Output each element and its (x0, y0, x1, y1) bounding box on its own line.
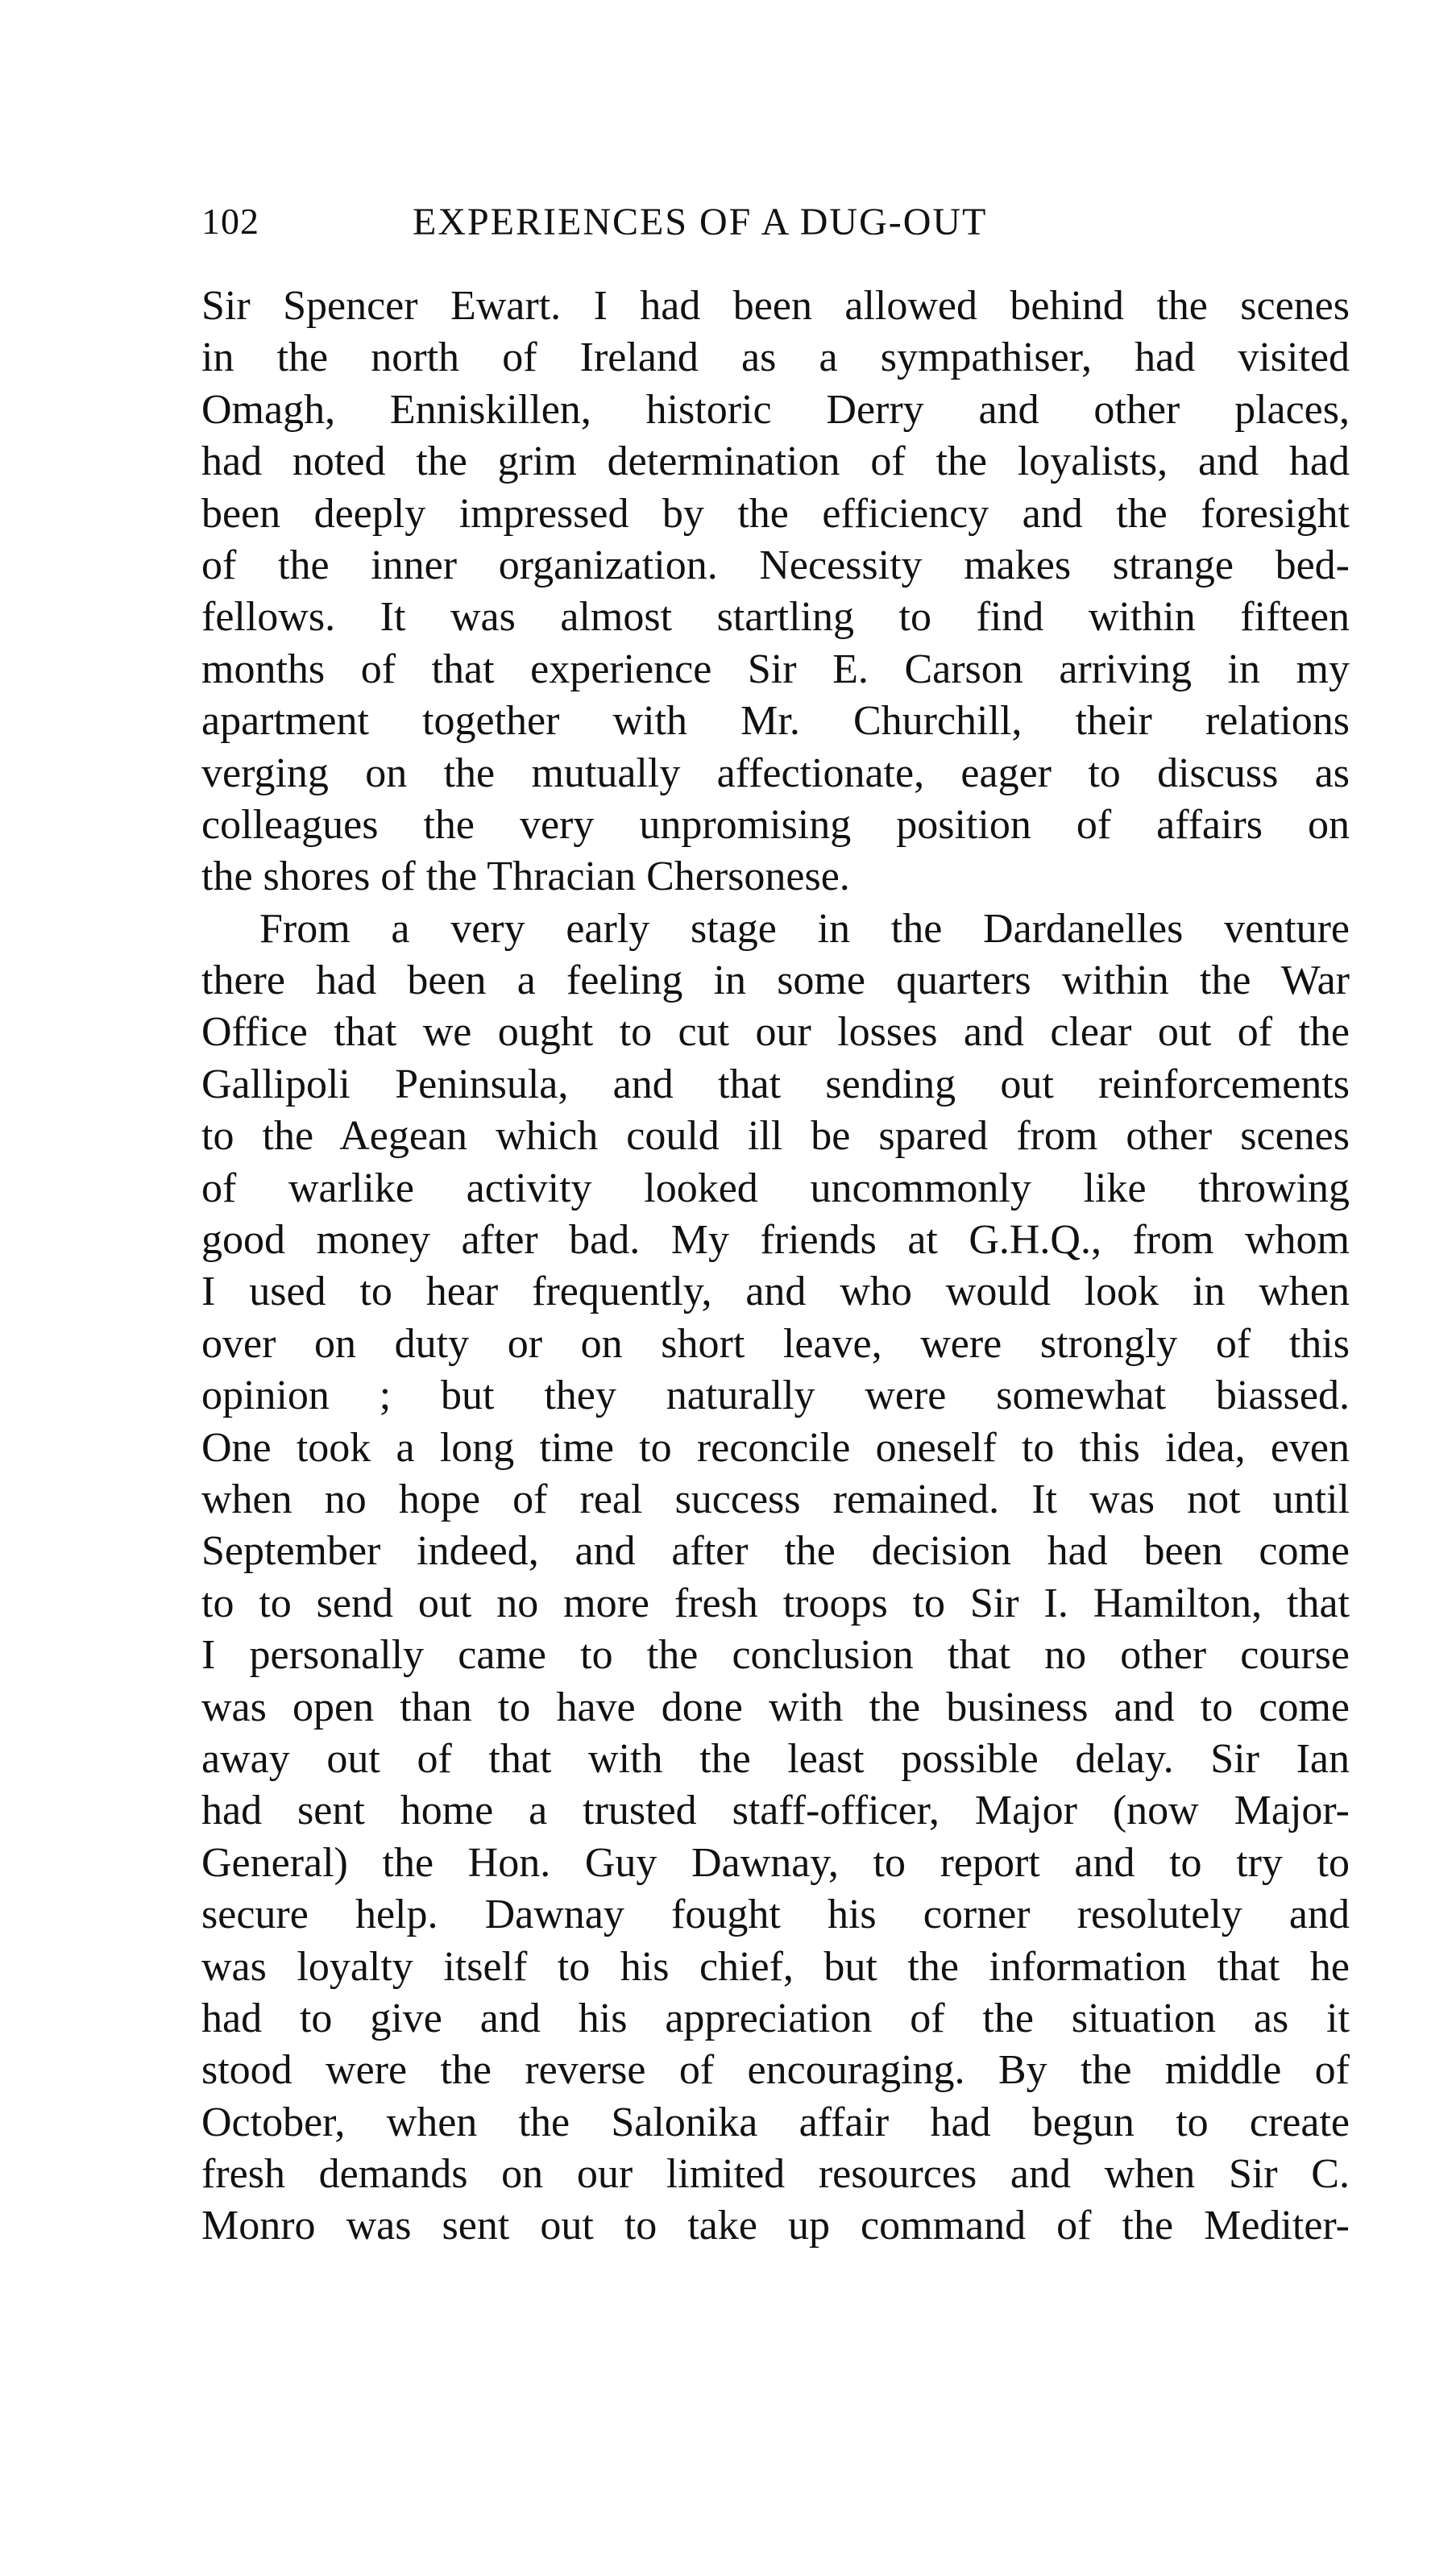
text-line: away out of that with the least possible delay. Sir Ian (201, 1735, 1350, 1782)
text-line: was loyalty itself to his chief, but the information that he (201, 1943, 1350, 1990)
text-line: stood were the reverse of encouraging. By the middle of (201, 2047, 1350, 2094)
text-line: opinion ; but they naturally were somewhat biassed. (201, 1373, 1350, 1419)
text-line: One took a long time to reconcile oneself to this idea, even (201, 1424, 1350, 1471)
text-line: September indeed, and after the decision had been come (201, 1528, 1350, 1575)
text-line: there had been a feeling in some quarters within the War (201, 957, 1350, 1004)
text-line: colleagues the very unpromising position of affairs on (201, 801, 1350, 848)
text-line: secure help. Dawnay fought his corner resolutely and (201, 1892, 1350, 1938)
text-line: been deeply impressed by the efficiency and the foresight (201, 490, 1350, 537)
text-line: October, when the Salonika affair had begun to create (201, 2099, 1350, 2145)
text-line: was open than to have done with the business and to come (201, 1684, 1350, 1730)
text-line: of warlike activity looked uncommonly like throwing (201, 1165, 1350, 1211)
text-line: months of that experience Sir E. Carson arriving in my (201, 646, 1350, 692)
text-line: fellows. It was almost startling to find within fifteen (201, 594, 1350, 641)
text-line: Sir Spencer Ewart. I had been allowed behind the scenes (201, 283, 1350, 329)
text-line: had noted the grim determination of the loyalists, and had (201, 438, 1350, 485)
text-line: had sent home a trusted staff-officer, Major (now Major- (201, 1788, 1350, 1834)
page-number: 102 (201, 201, 259, 242)
paragraph (201, 903, 1350, 2253)
text-line: Gallipoli Peninsula, and that sending out reinforcements (201, 1061, 1350, 1107)
text-line: apartment together with Mr. Churchill, their relations (201, 698, 1350, 745)
text-line: fresh demands on our limited resources and when Sir C. (201, 2151, 1350, 2198)
text-line: had to give and his appreciation of the situation as it (201, 1995, 1350, 2041)
text-line: over on duty or on short leave, were strongly of this (201, 1320, 1350, 1367)
text-line: to to send out no more fresh troops to Sir I. Hamilton, that (201, 1580, 1350, 1626)
text-line: good money after bad. My friends at G.H.Q., from whom (201, 1217, 1350, 1264)
paragraph (201, 280, 1350, 903)
text-line: the shores of the Thracian Chersonese. (201, 853, 850, 900)
text-line: when no hope of real success remained. It was not until (201, 1476, 1350, 1522)
text-line: I used to hear frequently, and who would look in when (201, 1269, 1350, 1315)
running-header (201, 200, 1350, 248)
text-line: From a very early stage in the Dardanelles venture (259, 905, 1350, 952)
text-line: Office that we ought to cut our losses and clear out of the (201, 1009, 1350, 1056)
running-title: EXPERIENCES OF A DUG-OUT (413, 201, 988, 243)
text-line: of the inner organization. Necessity makes strange bed- (201, 542, 1350, 588)
text-line: I personally came to the conclusion that no other course (201, 1632, 1350, 1679)
text-line: General) the Hon. Guy Dawnay, to report and to try to (201, 1839, 1350, 1886)
text-line: to the Aegean which could ill be spared from other scenes (201, 1113, 1350, 1160)
text-line: Omagh, Enniskillen, historic Derry and other places, (201, 386, 1350, 433)
text-line: in the north of Ireland as a sympathiser, had visited (201, 334, 1350, 381)
text-line: verging on the mutually affectionate, eager to discuss as (201, 750, 1350, 796)
text-line: Monro was sent out to take up command of the Mediter- (201, 2203, 1350, 2249)
body-text (201, 280, 1350, 2253)
